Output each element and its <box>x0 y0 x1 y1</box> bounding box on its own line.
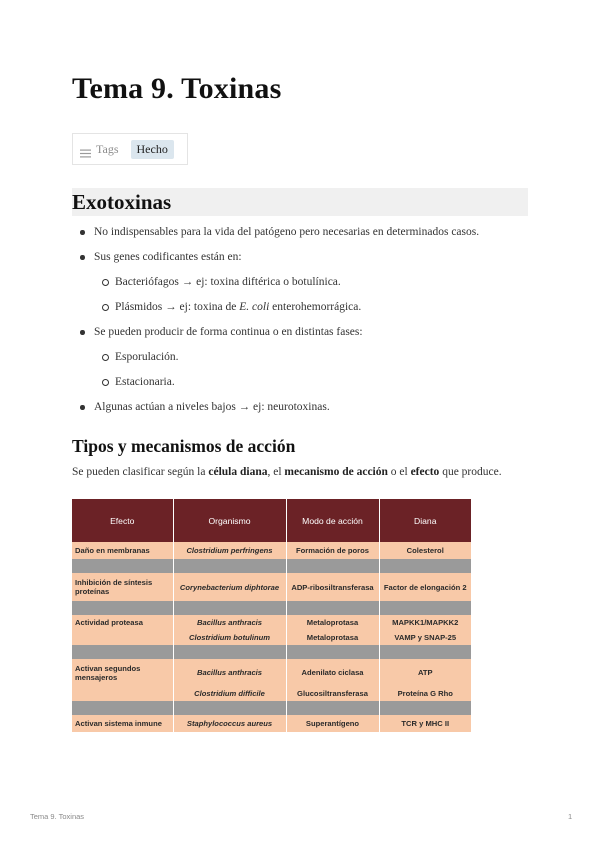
page-title: Tema 9. Toxinas <box>72 72 282 105</box>
cell-modo-accion: Metaloprotasa <box>286 615 379 630</box>
cell-diana: TCR y MHC II <box>379 715 471 732</box>
separator-cell <box>173 645 286 659</box>
list-item: Se pueden producir de forma continua o en distintas fases: <box>72 325 528 350</box>
cell-diana: Colesterol <box>379 542 471 559</box>
list-icon <box>80 145 91 154</box>
separator-cell <box>72 701 173 715</box>
cell-organismo: Clostridium botulinum <box>173 630 286 645</box>
cell-efecto: Activan sistema inmune <box>72 715 173 732</box>
cell-efecto: Activan segundos mensajeros <box>72 659 173 686</box>
tag-chip[interactable]: Hecho <box>131 140 174 159</box>
cell-organismo: Clostridium perfringens <box>173 542 286 559</box>
header-efecto: Efecto <box>72 499 173 542</box>
cell-organismo: Bacillus anthracis <box>173 615 286 630</box>
separator-cell <box>72 601 173 615</box>
list-item: Sus genes codificantes están en: <box>72 250 528 275</box>
cell-diana: Proteína G Rho <box>379 686 471 701</box>
list-item: No indispensables para la vida del patógeno pero necesarias en determinados casos. <box>72 225 528 250</box>
separator-cell <box>173 601 286 615</box>
intro-paragraph: Se pueden clasificar según la célula diana, el mecanismo de acción o el efecto que produce. <box>72 466 502 478</box>
table-row <box>72 659 471 686</box>
italic-organism: E. coli <box>239 301 270 313</box>
list-item: Estacionaria. <box>72 375 528 400</box>
cell-modo-accion: Superantígeno <box>286 715 379 732</box>
separator-cell <box>379 701 471 715</box>
separator-cell <box>173 559 286 573</box>
table-separator-row <box>72 701 471 715</box>
cell-organismo: Clostridium difficile <box>173 686 286 701</box>
toxins-table <box>72 499 471 732</box>
separator-cell <box>286 645 379 659</box>
separator-cell <box>286 701 379 715</box>
separator-cell <box>379 559 471 573</box>
table-row <box>72 715 471 732</box>
exotoxinas-list <box>72 225 528 425</box>
table-separator-row <box>72 559 471 573</box>
separator-cell <box>173 701 286 715</box>
cell-organismo: Corynebacterium diphtorae <box>173 573 286 601</box>
table-row <box>72 573 471 601</box>
properties-block <box>72 133 188 165</box>
cell-diana: MAPKK1/MAPKK2 <box>379 615 471 630</box>
table-separator-row <box>72 601 471 615</box>
table-row <box>72 542 471 559</box>
list-item: Bacteriófagos → ej: toxina diftérica o botulínica. <box>72 275 528 300</box>
cell-efecto <box>72 630 173 645</box>
cell-organismo: Bacillus anthracis <box>173 659 286 686</box>
table-separator-row <box>72 645 471 659</box>
separator-cell <box>72 645 173 659</box>
table-row <box>72 630 471 645</box>
list-item: Esporulación. <box>72 350 528 375</box>
cell-modo-accion: Formación de poros <box>286 542 379 559</box>
header-organismo: Organismo <box>173 499 286 542</box>
list-item: Plásmidos → ej: toxina de E. coli enterohemorrágica. <box>72 300 528 325</box>
cell-diana: Factor de elongación 2 <box>379 573 471 601</box>
footer-title: Tema 9. Toxinas <box>30 812 85 821</box>
cell-organismo: Staphylococcus aureus <box>173 715 286 732</box>
table-row <box>72 615 471 630</box>
table-row <box>72 686 471 701</box>
section-heading-tipos: Tipos y mecanismos de acción <box>72 436 296 456</box>
tags-property-label: Tags <box>96 141 119 156</box>
cell-efecto: Actividad proteasa <box>72 615 173 630</box>
cell-diana: VAMP y SNAP-25 <box>379 630 471 645</box>
cell-efecto <box>72 686 173 701</box>
cell-modo-accion: Glucosiltransferasa <box>286 686 379 701</box>
table-header-row <box>72 499 471 542</box>
separator-cell <box>286 559 379 573</box>
page-number: 1 <box>568 812 573 821</box>
section-heading-exotoxinas: Exotoxinas <box>72 188 528 216</box>
separator-cell <box>379 645 471 659</box>
cell-modo-accion: ADP-ribosiltransferasa <box>286 573 379 601</box>
list-item: Algunas actúan a niveles bajos → ej: neurotoxinas. <box>72 400 528 425</box>
cell-diana: ATP <box>379 659 471 686</box>
separator-cell <box>379 601 471 615</box>
cell-efecto: Daño en membranas <box>72 542 173 559</box>
header-modo-accion: Modo de acción <box>286 499 379 542</box>
cell-modo-accion: Metaloprotasa <box>286 630 379 645</box>
cell-modo-accion: Adenilato ciclasa <box>286 659 379 686</box>
separator-cell <box>286 601 379 615</box>
header-diana: Diana <box>379 499 471 542</box>
separator-cell <box>72 559 173 573</box>
cell-efecto: Inhibición de síntesis proteínas <box>72 573 173 601</box>
